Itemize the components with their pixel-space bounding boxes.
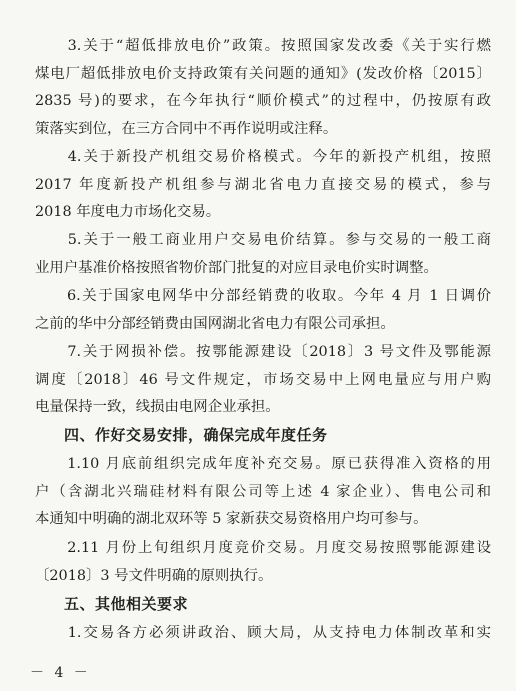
text-line: 2835 号)的要求，在今年执行“顺价模式”的过程中，仍按原有政 <box>35 93 491 109</box>
text-line: 5.关于一般工商业用户交易电价结算。参与交易的一般工商 <box>35 232 491 248</box>
paragraph-item-7 <box>35 339 491 422</box>
paragraph-item-s4-1 <box>35 451 491 534</box>
text-line: 调度〔2018〕46 号文件规定，市场交易中上网电量应与用户购 <box>35 371 491 388</box>
paragraph-item-s4-2 <box>35 535 491 590</box>
text-line: 2018 年度电力市场化交易。 <box>35 204 221 220</box>
text-line: 4.关于新投产机组交易价格模式。今年的新投产机组，按照 <box>35 149 491 165</box>
paragraph-item-3 <box>35 33 491 143</box>
text-line: 1.交易各方必须讲政治、顾大局，从支持电力体制改革和实 <box>35 625 491 641</box>
text-line: 本通知中明确的湖北双环等 5 家新获交易资格用户均可参与。 <box>35 511 428 527</box>
section-heading-4: 四、作好交易安排，确保完成年度任务 <box>64 426 328 444</box>
text-line: 6.关于国家电网华中分部经销费的收取。今年 4 月 1 日调价 <box>35 288 491 304</box>
paragraph-item-4 <box>35 144 491 227</box>
section-heading-5: 五、其他相关要求 <box>64 595 189 613</box>
text-line: 3.关于“超低排放电价”政策。按照国家发改委《关于实行燃 <box>35 38 491 54</box>
text-line: 业用户基准价格按照省物价部门批复的对应目录电价实时调整。 <box>35 259 438 276</box>
text-line: 〔2018〕3 号文件明确的原则执行。 <box>35 567 273 584</box>
text-line: 1.10 月底前组织完成年度补充交易。原已获得准入资格的用 <box>35 456 491 472</box>
text-line: 7.关于网损补偿。按鄂能源建设〔2018〕3 号文件及鄂能源 <box>35 344 491 360</box>
paragraph-item-6 <box>35 283 491 338</box>
page-number: － 4 － <box>30 665 91 681</box>
text-line: 电量保持一致，线损由电网企业承担。 <box>35 399 280 415</box>
paragraph-item-5 <box>35 227 491 282</box>
text-line: 策落实到位，在三方合同中不再作说明或注释。 <box>35 120 338 137</box>
text-line: 之前的华中分部经销费由国网湖北省电力有限公司承担。 <box>35 315 395 332</box>
paragraph-item-s5-1 <box>35 620 491 648</box>
text-line: 2.11 月份上旬组织月度竞价交易。月度交易按照鄂能源建设 <box>35 540 491 556</box>
text-line: 2017 年度新投产机组参与湖北省电力直接交易的模式，参与 <box>35 176 491 193</box>
text-line: 户（含湖北兴瑞硅材料有限公司等上述 4 家企业）、售电公司和 <box>35 483 491 500</box>
text-line: 煤电厂超低排放电价支持政策有关问题的通知》(发改价格〔2015〕 <box>35 65 491 82</box>
